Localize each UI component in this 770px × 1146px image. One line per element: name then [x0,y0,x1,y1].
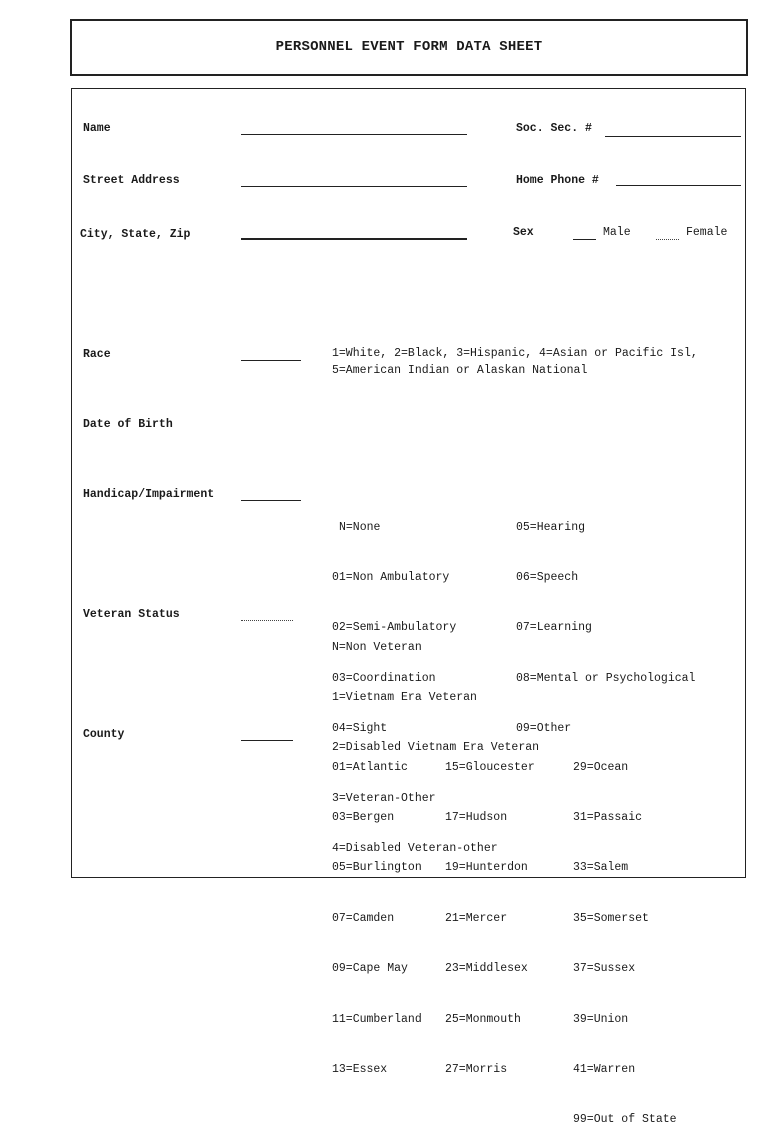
list-item: 03=Coordination [332,671,436,685]
list-item: 31=Passaic [573,810,643,824]
list-item: N=None [339,520,381,534]
male-checkbox[interactable] [573,239,596,240]
race-codes-line-2: 5=American Indian or Alaskan National [332,364,588,377]
female-checkbox[interactable] [656,239,679,240]
county-label: County [83,728,125,741]
list-item: 25=Monmouth [445,1012,521,1026]
handicap-codes-col-2 [516,486,695,755]
list-item: 99=Out of State [573,1113,677,1127]
county-codes-col-2 [445,726,535,1096]
list-item: N=Non Veteran [332,640,422,654]
list-item: 4=Disabled Veteran-other [332,842,498,856]
race-label: Race [83,348,111,361]
city-state-zip-field[interactable] [241,238,467,240]
street-address-field[interactable] [241,186,467,187]
list-item: 17=Hudson [445,810,508,824]
county-codes-col-3 [573,726,677,1146]
list-item: 03=Bergen [332,810,395,824]
city-state-zip-label: City, State, Zip [80,228,191,241]
list-item: 23=Middlesex [445,962,528,976]
list-item: 33=Salem [573,861,629,875]
list-item: 41=Warren [573,1062,636,1076]
list-item: 1=Vietnam Era Veteran [332,690,477,704]
handicap-label: Handicap/Impairment [83,488,215,501]
form-title-box [70,19,748,76]
list-item: 08=Mental or Psychological [516,671,696,685]
home-phone-label: Home Phone # [516,174,599,187]
race-codes-line-1: 1=White, 2=Black, 3=Hispanic, 4=Asian or Pacific Isl, [332,347,698,360]
list-item: 13=Essex [332,1062,388,1076]
female-option-label: Female [686,226,728,239]
list-item: 02=Semi-Ambulatory [332,621,457,635]
list-item: 09=Other [516,722,572,736]
list-item: 35=Somerset [573,911,649,925]
list-item: 05=Hearing [516,520,586,534]
county-field[interactable] [241,740,293,741]
list-item: 07=Learning [516,621,592,635]
ssn-label: Soc. Sec. # [516,122,592,135]
veteran-status-field[interactable] [241,620,293,621]
home-phone-field[interactable] [616,185,741,186]
name-field[interactable] [241,134,467,135]
list-item: 07=Camden [332,911,395,925]
list-item: 29=Ocean [573,760,629,774]
list-item: 09=Cape May [332,962,408,976]
list-item: 11=Cumberland [332,1012,422,1026]
list-item: 39=Union [573,1012,629,1026]
list-item: 2=Disabled Vietnam Era Veteran [332,741,540,755]
form-title: PERSONNEL EVENT FORM DATA SHEET [275,39,543,55]
male-option-label: Male [603,226,631,239]
list-item: 05=Burlington [332,861,422,875]
street-address-label: Street Address [83,174,180,187]
ssn-field[interactable] [605,136,741,137]
list-item: 3=Veteran-Other [332,791,436,805]
list-item: 21=Mercer [445,911,508,925]
county-codes-col-1 [332,726,422,1096]
veteran-status-label: Veteran Status [83,608,180,621]
list-item: 19=Hunterdon [445,861,528,875]
list-item: 01=Non Ambulatory [332,570,450,584]
date-of-birth-label: Date of Birth [83,418,173,431]
list-item: 01=Atlantic [332,760,408,774]
name-label: Name [83,122,111,135]
list-item: 27=Morris [445,1062,508,1076]
list-item: 15=Gloucester [445,760,535,774]
list-item: 04=Sight [332,722,388,736]
list-item: 06=Speech [516,570,579,584]
handicap-field[interactable] [241,500,301,501]
list-item: 37=Sussex [573,962,636,976]
race-field[interactable] [241,360,301,361]
sex-label: Sex [513,226,534,239]
